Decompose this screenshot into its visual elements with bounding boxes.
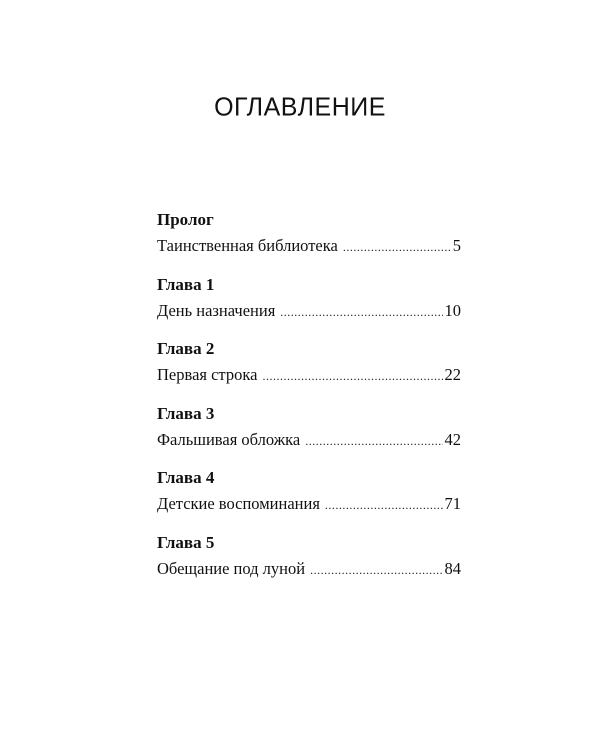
toc-entry-chapter-3: [157, 401, 461, 466]
dot-leader: [325, 492, 443, 518]
page-number: 5: [452, 236, 461, 255]
toc-line[interactable]: [157, 362, 461, 388]
toc-line[interactable]: [157, 427, 461, 453]
toc-line[interactable]: [157, 556, 461, 582]
toc-entry-chapter-2: [157, 336, 461, 401]
page-number: 84: [444, 558, 461, 578]
toc-entry-chapter-4: [157, 465, 461, 530]
dot-leader: [262, 363, 442, 389]
toc-line[interactable]: [157, 298, 461, 324]
table-of-contents: [157, 207, 461, 594]
dot-leader: [305, 428, 442, 454]
chapter-title: Первая строка: [157, 365, 258, 384]
dot-leader: [310, 557, 442, 583]
page-title: ОГЛАВЛЕНИЕ: [214, 92, 386, 122]
chapter-label: Глава 2: [157, 339, 215, 358]
chapter-label: Глава 1: [157, 274, 215, 294]
chapter-title: Обещание под луной: [157, 558, 306, 578]
page-number: 71: [444, 494, 461, 513]
dot-leader: [343, 234, 451, 260]
chapter-label: Глава 5: [157, 532, 215, 552]
toc-line[interactable]: [157, 233, 461, 259]
page-number: 42: [444, 429, 461, 449]
chapter-title: Фальшивая обложка: [157, 429, 301, 449]
chapter-label: Пролог: [157, 210, 214, 229]
chapter-title: Детские воспоминания: [157, 494, 320, 513]
toc-entry-chapter-5: [157, 530, 461, 595]
chapter-title: Таинственная библиотека: [157, 236, 338, 255]
toc-line[interactable]: [157, 491, 461, 517]
page-number: 22: [444, 365, 461, 384]
toc-entry-chapter-1: [157, 272, 461, 337]
page-number: 10: [444, 300, 461, 320]
dot-leader: [280, 299, 442, 325]
chapter-title: День назначения: [157, 300, 276, 320]
chapter-label: Глава 3: [157, 403, 215, 423]
chapter-label: Глава 4: [157, 468, 215, 487]
toc-entry-prologue: [157, 207, 461, 272]
